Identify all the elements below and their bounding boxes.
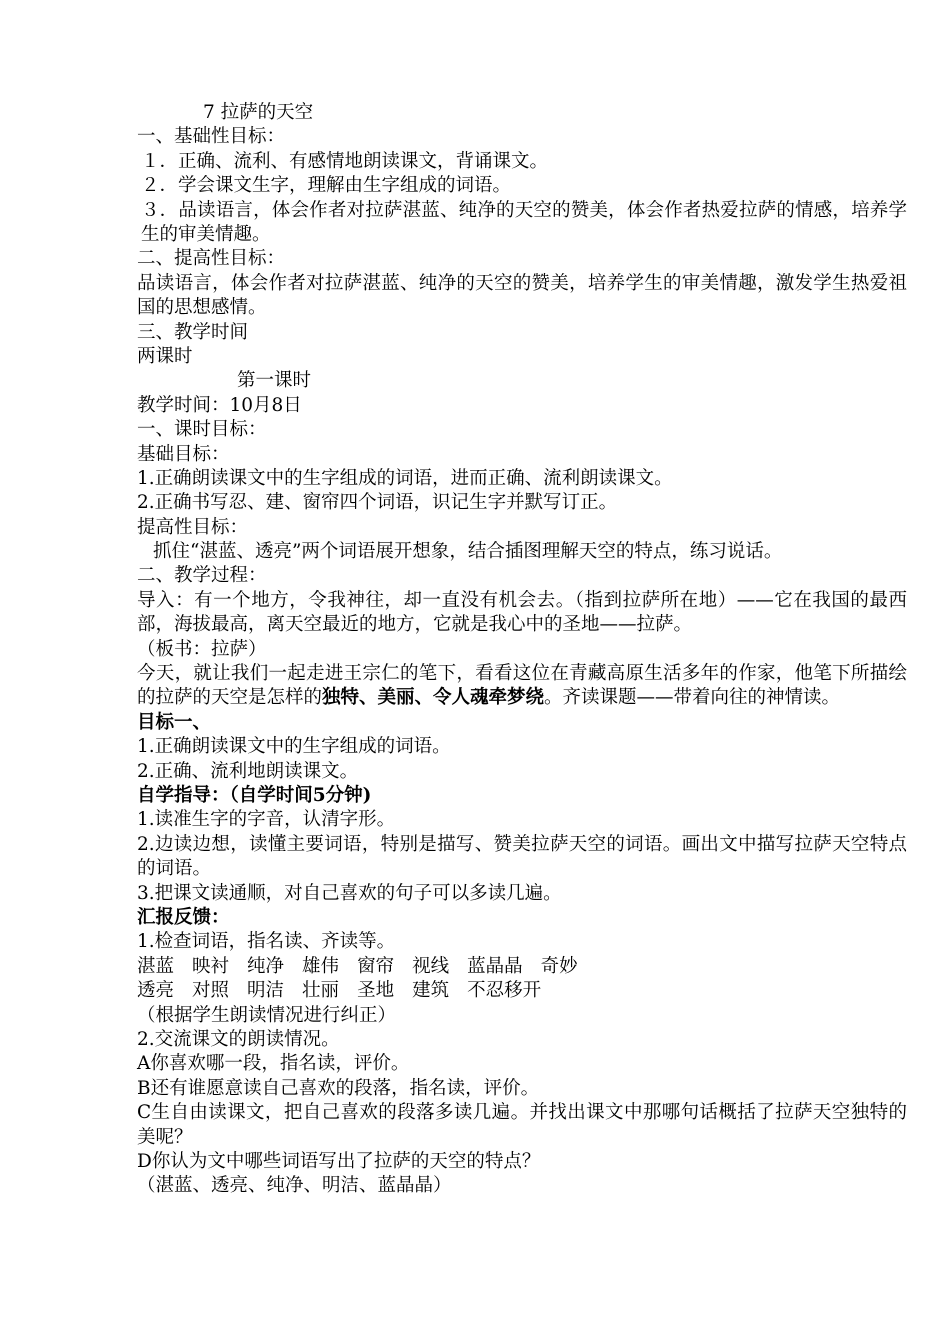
report-item-2: 2.交流课文的朗读情况。: [137, 1029, 340, 1050]
vocab-word: 纯净: [247, 955, 285, 977]
advanced-goal-text: 品读语言，体会作者对拉萨湛蓝、纯净的天空的赞美，培养学生的审美情趣，激发学生热爱祖国的思想感情。: [137, 272, 907, 319]
vocab-row-2: [137, 979, 907, 1003]
basic-goal-3: ３．品读语言，体会作者对拉萨湛蓝、纯净的天空的赞美，体会作者热爱拉萨的情感，培养学生的审美情趣。: [141, 199, 907, 245]
basic-target-2: 2.正确书写忍、建、窗帘四个词语，识记生字并默写订正。: [137, 492, 618, 514]
answer-words: （湛蓝、透亮、纯净、明洁、蓝晶晶）: [137, 1175, 452, 1197]
today-paragraph: [137, 662, 907, 711]
lesson-title: 第一课时: [237, 370, 312, 392]
question-b: B还有谁愿意读自己喜欢的段落，指名读，评价。: [137, 1077, 540, 1099]
target-one-item-1: 1.正确朗读课文中的生字组成的词语。: [137, 736, 451, 758]
vocab-word: 蓝晶晶: [467, 955, 523, 977]
advanced-target-heading: 提高性目标：: [137, 516, 249, 538]
doc-title: 7 拉萨的天空: [203, 102, 314, 123]
target-one-item-2: 2.正确、流利地朗读课文。: [137, 760, 359, 782]
basic-goal-1: １．正确、流利、有感情地朗读课文，背诵课文。: [141, 150, 549, 172]
report-heading: 汇报反馈：: [137, 907, 230, 929]
vocab-word: 圣地: [357, 980, 395, 1002]
vocab-row-1: [137, 955, 907, 979]
vocab-word: 透亮: [137, 980, 175, 1002]
vocab-word: 对照: [192, 980, 230, 1002]
self-study-heading: 自学指导：（自学时间5分钟): [137, 785, 372, 807]
vocab-word: 视线: [412, 955, 450, 977]
question-c: C生自由读课文，把自己喜欢的段落多读几遍。并找出课文中那哪句话概括了拉萨天空独特的美呢？: [137, 1102, 907, 1148]
correction-note: （根据学生朗读情况进行纠正）: [137, 1004, 397, 1026]
vocab-word: 不忍移开: [467, 980, 542, 1002]
today-text-pre: 今天，就让我们一起走进王宗仁的笔下，看看这位在青藏高原生活多年的作家，他笔下所描绘的拉萨的天空是怎样的: [137, 663, 907, 709]
board-note: （板书：拉萨）: [137, 638, 267, 660]
document-page: [137, 101, 907, 1199]
today-text-post: 。齐读课题——带着向往的神情读。: [544, 687, 841, 709]
basic-goal-2: ２．学会课文生字，理解由生字组成的词语。: [141, 175, 512, 197]
self-study-item-2: 2.边读边想，读懂主要词语，特别是描写、赞美拉萨天空的词语。画出文中描写拉萨天空特点的词语。: [137, 833, 907, 880]
vocab-word: 建筑: [412, 980, 450, 1002]
intro-paragraph: 导入：有一个地方，令我神往，却一直没有机会去。（指到拉萨所在地）——它在我国的最西部，海拔最高，离天空最近的地方，它就是我心中的圣地——拉萨。: [137, 589, 907, 636]
basic-target-1: 1.正确朗读课文中的生字组成的词语，进而正确、流利朗读课文。: [137, 467, 673, 489]
vocab-word: 雄伟: [302, 955, 340, 977]
section-teaching-time-heading: 三、教学时间: [137, 321, 249, 343]
self-study-item-1: 1.读准生字的字音，认清字形。: [137, 809, 396, 831]
today-text-bold: 独特、美丽、令人魂牵梦绕: [322, 687, 545, 709]
vocab-word: 窗帘: [357, 955, 395, 977]
section-advanced-goals-heading: 二、提高性目标：: [137, 248, 286, 270]
question-a: A你喜欢哪一段，指名读，评价。: [137, 1053, 410, 1075]
question-d: D你认为文中哪些词语写出了拉萨的天空的特点？: [137, 1150, 541, 1172]
lesson-date: 教学时间：10月8日: [137, 394, 302, 416]
report-item-1: 1.检查词语，指名读、齐读等。: [137, 931, 396, 953]
vocab-word: 明洁: [247, 980, 285, 1002]
teaching-time-text: 两课时: [137, 345, 193, 367]
section-basic-goals-heading: 一、基础性目标：: [137, 126, 286, 148]
teaching-process-heading: 二、教学过程：: [137, 565, 267, 587]
vocab-word: 奇妙: [540, 955, 578, 977]
vocab-word: 壮丽: [302, 980, 340, 1002]
vocab-word: 映衬: [192, 955, 230, 977]
vocab-word: 湛蓝: [137, 955, 175, 977]
lesson-goals-heading: 一、课时目标：: [137, 419, 267, 441]
target-one-heading: 目标一、: [137, 711, 212, 733]
basic-target-heading: 基础目标：: [137, 443, 230, 465]
self-study-item-3: 3.把课文读通顺，对自己喜欢的句子可以多读几遍。: [137, 882, 562, 904]
advanced-target-text: 抓住“湛蓝、透亮”两个词语展开想象，结合插图理解天空的特点，练习说话。: [153, 541, 783, 563]
